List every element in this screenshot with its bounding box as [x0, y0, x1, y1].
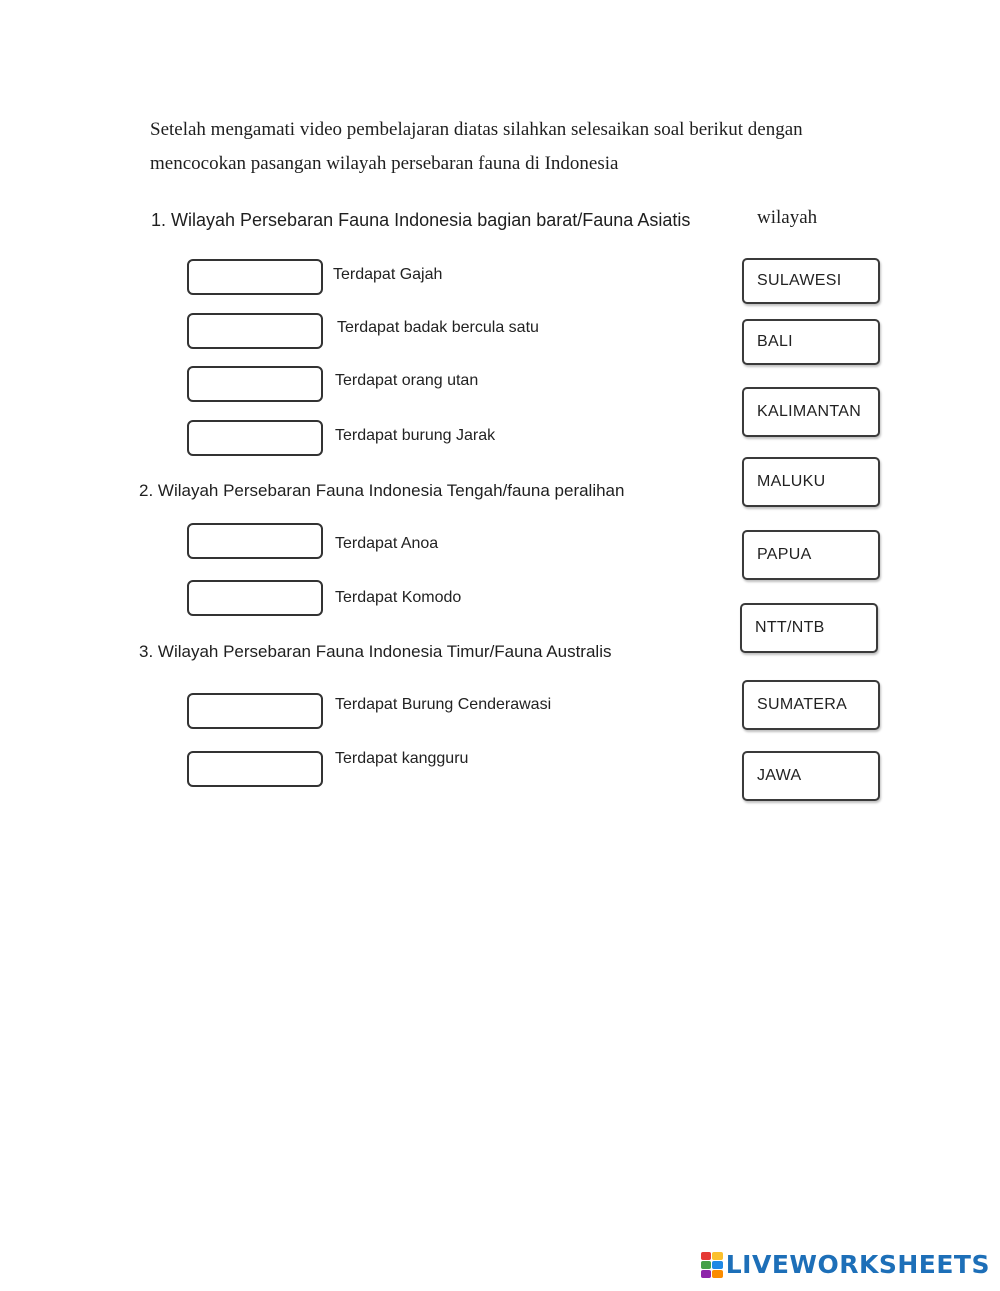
item-label-kangguru: Terdapat kangguru: [335, 750, 469, 767]
answer-box-cenderawasi[interactable]: [187, 693, 323, 729]
answer-box-komodo[interactable]: [187, 580, 323, 616]
answer-box-badak[interactable]: [187, 313, 323, 349]
liveworksheets-logo-text: LIVEWORKSHEETS: [725, 1250, 990, 1279]
liveworksheets-logo: [701, 1250, 990, 1279]
instructions-line-1: Setelah mengamati video pembelajaran diatas silahkan selesaikan soal berikut dengan: [150, 119, 803, 140]
region-tile-sulawesi[interactable]: SULAWESI: [742, 258, 880, 304]
instructions: [150, 113, 803, 181]
region-tile-maluku[interactable]: MALUKU: [742, 457, 880, 507]
region-tile-bali[interactable]: BALI: [742, 319, 880, 365]
item-label-anoa: Terdapat Anoa: [335, 535, 439, 552]
answer-box-anoa[interactable]: [187, 523, 323, 559]
liveworksheets-logo-icon: [701, 1252, 723, 1278]
answer-box-burung-jarak[interactable]: [187, 420, 323, 456]
region-column-header: wilayah: [757, 207, 818, 228]
item-label-orang-utan: Terdapat orang utan: [335, 372, 479, 389]
item-label-badak: Terdapat badak bercula satu: [337, 319, 539, 336]
answer-box-orang-utan[interactable]: [187, 366, 323, 402]
answer-box-gajah[interactable]: [187, 259, 323, 295]
section-heading-2: 2. Wilayah Persebaran Fauna Indonesia Tengah/fauna peralihan: [139, 481, 625, 500]
region-tile-ntt-ntb[interactable]: NTT/NTB: [740, 603, 878, 653]
region-tile-papua[interactable]: PAPUA: [742, 530, 880, 580]
section-heading-3: 3. Wilayah Persebaran Fauna Indonesia Timur/Fauna Australis: [139, 642, 612, 661]
item-label-burung-jarak: Terdapat burung Jarak: [335, 427, 496, 444]
section-heading-1: 1. Wilayah Persebaran Fauna Indonesia bagian barat/Fauna Asiatis: [151, 210, 691, 230]
region-tile-sumatera[interactable]: SUMATERA: [742, 680, 880, 730]
item-label-cenderawasi: Terdapat Burung Cenderawasi: [335, 696, 552, 713]
instructions-line-2: mencocokan pasangan wilayah persebaran fauna di Indonesia: [150, 153, 619, 174]
region-tile-jawa[interactable]: JAWA: [742, 751, 880, 801]
answer-box-kangguru[interactable]: [187, 751, 323, 787]
region-tile-kalimantan[interactable]: KALIMANTAN: [742, 387, 880, 437]
item-label-gajah: Terdapat Gajah: [333, 266, 443, 283]
item-label-komodo: Terdapat Komodo: [335, 589, 462, 606]
